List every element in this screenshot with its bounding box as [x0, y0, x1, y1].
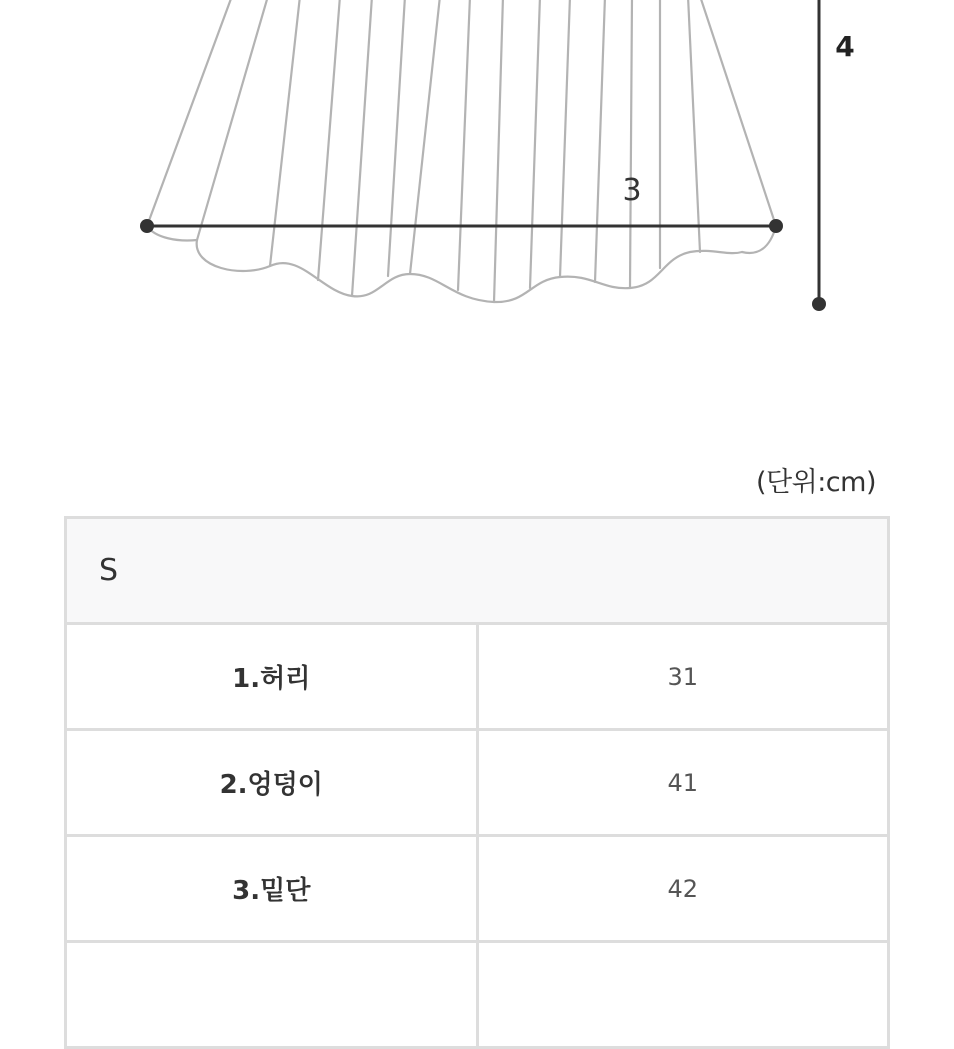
unit-note: (단위:cm)	[756, 467, 876, 498]
row-label-hip: 2.엉덩이	[66, 730, 478, 836]
row-value-waist: 31	[477, 624, 889, 730]
length-measure-label: 4	[835, 30, 855, 63]
hem-measure-label: 3	[622, 173, 642, 208]
table-row	[66, 624, 889, 730]
hem-measure-right-dot	[769, 219, 783, 233]
row-label-waist: 1.허리	[66, 624, 478, 730]
size-table	[64, 516, 890, 1049]
row-value-hem: 42	[477, 836, 889, 942]
hem-measure-left-dot	[140, 219, 154, 233]
size-name: S	[66, 518, 889, 624]
table-row	[66, 836, 889, 942]
table-row	[66, 730, 889, 836]
row-label-length	[66, 942, 478, 1048]
row-value-length	[477, 942, 889, 1048]
length-measure-bottom-dot	[812, 297, 826, 311]
table-row	[66, 942, 889, 1048]
row-label-hem: 3.밑단	[66, 836, 478, 942]
size-header-row	[66, 518, 889, 624]
row-value-hip: 41	[477, 730, 889, 836]
skirt-outline	[147, 0, 776, 302]
skirt-measurement-diagram	[0, 0, 954, 330]
